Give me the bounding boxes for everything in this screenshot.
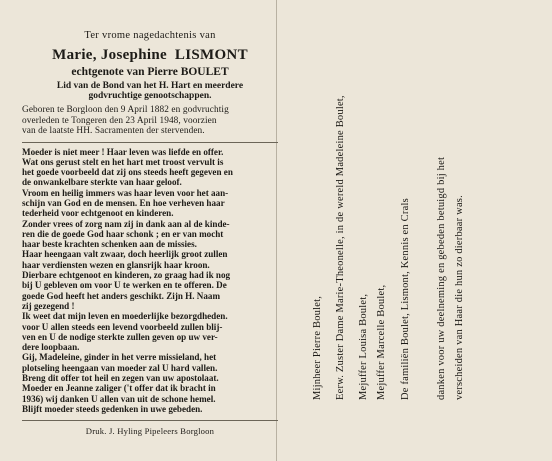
memorial-text-line: het goede voorbeeld dat zij ons steeds heeft gegeven en	[22, 167, 233, 178]
name-line-4: Mejuffer Marcelle Boulet,	[376, 284, 387, 400]
memorial-text-line: Zonder vrees of zorg nam zij in dank aan al de kinde-	[22, 218, 230, 229]
memorial-text-line: bij U gebleven om voor U te werken en te offeren. De	[22, 280, 227, 291]
deceased-name	[22, 47, 278, 64]
memorial-text-line: Haar heengaan valt zwaar, doch heerlijk groot zullen	[22, 249, 228, 260]
left-panel	[22, 30, 278, 436]
memorial-text-line: Moeder is niet meer ! Haar leven was liefde en offer.	[22, 146, 224, 157]
name-line-2: Eerw. Zuster Dame Marie-Theonelle, in de wereld Madeleine Boulet,	[335, 95, 346, 400]
name-line-3: Mejuffer Louisa Boulet,	[358, 293, 369, 400]
memorial-text-line: ren die de goede God haar schonk ; en er van mocht	[22, 228, 224, 239]
thanks-line-2: verscheiden van Haar die hun zo dierbaar was.	[454, 195, 465, 400]
birth-line-2: overleden te Tongeren den 23 April 1948, voorzien	[22, 115, 217, 126]
memorial-text-line: dere loopbaan.	[22, 342, 80, 353]
memorial-text	[22, 147, 278, 415]
birth-death-text	[22, 105, 278, 137]
memorial-text-line: voor U allen steeds een levend voorbeeld zullen blij-	[22, 321, 223, 332]
memorial-text-line: haar beste krachten schenken aan de missies.	[22, 239, 197, 250]
memorial-text-line: Blijft moeder steeds gedenken in uwe gebeden.	[22, 403, 203, 414]
memorial-text-line: Vroom en heilig immers was haar leven voor het aan-	[22, 187, 229, 198]
memorial-text-line: de onwankelbare sterkte van haar geloof.	[22, 177, 182, 188]
memorial-text-line: Wat ons gerust stelt en het hart met troost vervult is	[22, 156, 224, 167]
memorial-text-line: Gij, Madeleine, ginder in het verre missieland, het	[22, 352, 217, 363]
divider-bottom	[22, 420, 278, 421]
spouse-line: echtgenote van Pierre BOULET	[71, 66, 229, 78]
membership-line-1: Lid van de Bond van het H. Hart en meerdere	[56, 81, 244, 91]
divider	[22, 142, 278, 143]
memorial-text-line: haar verdiensten wezen en glansrijk haar kroon.	[22, 259, 210, 270]
memorial-text-line: schijn van God en de mensen. En hoe verheven haar	[22, 197, 225, 208]
birth-line-3: van de laatste HH. Sacramenten der stervenden.	[22, 126, 205, 136]
deceased-first-names: Marie, Josephine	[52, 47, 167, 63]
memorial-text-line: goede God heeft het anders geschikt. Zijn H. Naam	[22, 290, 221, 301]
memorial-text-line: ven en U de nodige sterkte zullen geven op uw ver-	[22, 331, 218, 342]
printer-credit: Druk. J. Hyling Pipeleers Borgloon	[85, 426, 215, 437]
memorial-text-line: Dierbare echtgenoot en kinderen, zo graag had ik nog	[22, 270, 231, 281]
name-line-5: De familiën Boulet, Lismont, Kennis en Crals	[400, 198, 411, 400]
memorial-text-line: tederheid voor echtgenoot en kinderen.	[22, 208, 174, 219]
memorial-text-line: plotseling heengaan van moeder zal U hard vallen.	[22, 362, 218, 373]
memory-heading: Ter vrome nagedachtenis van	[84, 30, 216, 41]
membership-line-2: godvruchtige genootschappen.	[88, 91, 212, 101]
name-line-1: Mijnheer Pierre Boulet,	[312, 295, 323, 400]
memorial-text-line: Breng dit offer tot heil en zegen van uw apostolaat.	[22, 373, 219, 384]
thanks-line-1: danken voor uw deelneming en gebeden betuigd bij het	[436, 156, 447, 400]
memorial-text-line: zij gezegend !	[22, 300, 75, 311]
birth-line-1: Geboren te Borgloon den 9 April 1882 en godvruchtig	[22, 105, 229, 115]
memorial-text-line: Moeder en Jeanne zaliger ('t offer dat ik bracht in	[22, 383, 216, 394]
memorial-text-line: 1936) wij danken U allen van uit de schone hemel.	[22, 393, 216, 404]
memorial-text-line: Ik weet dat mijn leven en moederlijke bezorgdheden.	[22, 311, 228, 322]
deceased-surname: LISMONT	[174, 47, 248, 63]
